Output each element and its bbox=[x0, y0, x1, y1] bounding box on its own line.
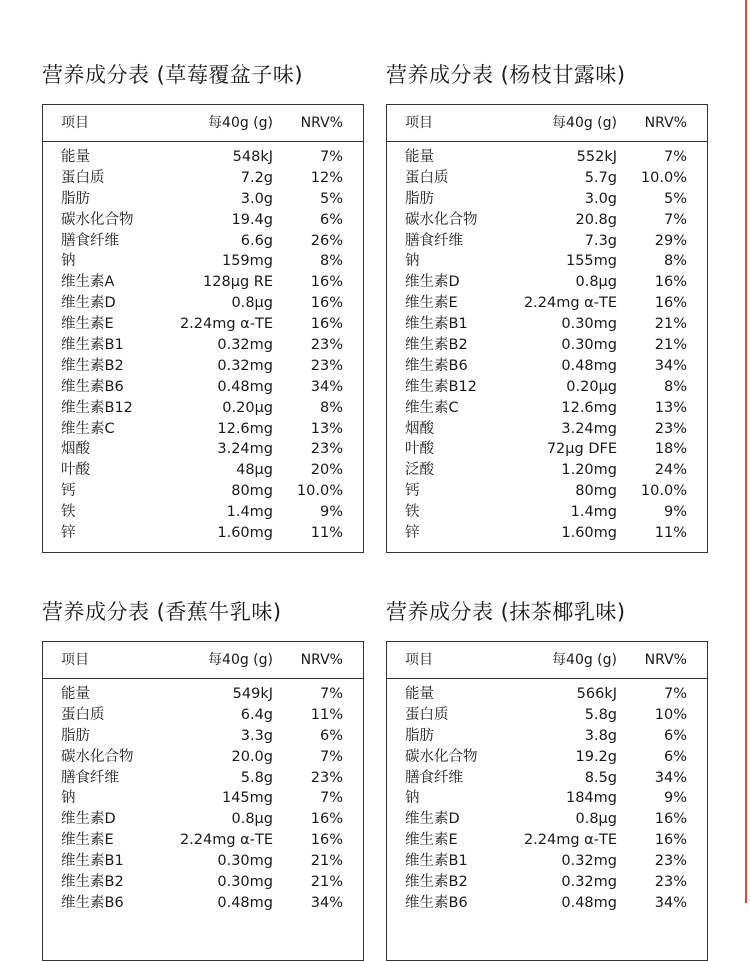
nutrient-nrv: 34% bbox=[310, 894, 343, 911]
nutrient-amount: 3.0g bbox=[584, 190, 617, 207]
nutrient-amount: 3.24mg bbox=[561, 420, 617, 437]
nutrient-amount: 1.4mg bbox=[226, 504, 273, 521]
table-row bbox=[43, 147, 363, 168]
nutrient-amount: 0.20μg bbox=[566, 378, 617, 395]
nutrient-nrv: 16% bbox=[310, 832, 343, 849]
nutrient-nrv: 21% bbox=[654, 337, 687, 354]
nutrient-nrv: 34% bbox=[654, 769, 687, 786]
header-nrv: NRV% bbox=[300, 115, 343, 131]
nutrient-nrv: 26% bbox=[310, 232, 343, 249]
nutrient-nrv: 21% bbox=[654, 316, 687, 333]
nutrient-amount: 20.0g bbox=[231, 748, 273, 765]
nutrient-amount: 0.8μg bbox=[231, 811, 273, 828]
header-nrv: NRV% bbox=[300, 652, 343, 668]
table-row bbox=[387, 460, 707, 481]
header-item: 项目 bbox=[405, 115, 433, 131]
nutrient-nrv: 11% bbox=[310, 525, 343, 542]
nutrient-name: 脂肪 bbox=[405, 727, 434, 744]
table-header bbox=[387, 642, 707, 679]
table-row bbox=[43, 335, 363, 356]
panel-title: 营养成分表 (抹茶椰乳味) bbox=[386, 600, 626, 624]
nutrient-nrv: 23% bbox=[654, 874, 687, 891]
nutrient-nrv: 23% bbox=[310, 337, 343, 354]
table-row bbox=[387, 377, 707, 398]
nutrient-name: 维生素B1 bbox=[61, 337, 124, 354]
table-row bbox=[387, 168, 707, 189]
table-row bbox=[387, 314, 707, 335]
nutrient-nrv: 16% bbox=[310, 274, 343, 291]
nutrient-name: 钠 bbox=[61, 790, 76, 807]
nutrient-name: 烟酸 bbox=[61, 441, 90, 458]
nutrient-amount: 0.48mg bbox=[561, 894, 617, 911]
nutrient-amount: 0.30mg bbox=[561, 337, 617, 354]
nutrient-amount: 0.32mg bbox=[561, 853, 617, 870]
table-row bbox=[43, 893, 363, 914]
panel-title: 营养成分表 (杨枝甘露味) bbox=[386, 63, 626, 87]
nutrient-name: 铁 bbox=[405, 504, 420, 521]
nutrient-nrv: 16% bbox=[654, 274, 687, 291]
header-item: 项目 bbox=[61, 115, 89, 131]
nutrient-name: 钙 bbox=[61, 483, 76, 500]
nutrient-nrv: 23% bbox=[310, 357, 343, 374]
nutrient-amount: 0.30mg bbox=[217, 874, 273, 891]
nutrient-name: 能量 bbox=[405, 149, 434, 165]
nutrient-name: 膳食纤维 bbox=[61, 232, 119, 249]
table-row bbox=[387, 293, 707, 314]
nutrient-name: 维生素C bbox=[405, 399, 459, 416]
nutrient-amount: 184mg bbox=[565, 790, 617, 807]
nutrient-amount: 0.8μg bbox=[575, 811, 617, 828]
table-row bbox=[387, 251, 707, 272]
nutrient-amount: 1.20mg bbox=[561, 462, 617, 479]
table-row bbox=[387, 523, 707, 544]
nutrient-nrv: 11% bbox=[310, 706, 343, 723]
nutrient-nrv: 34% bbox=[654, 894, 687, 911]
nutrient-nrv: 8% bbox=[319, 253, 343, 270]
table-row bbox=[387, 272, 707, 293]
nutrient-amount: 19.4g bbox=[231, 211, 273, 228]
table-rows bbox=[43, 684, 363, 914]
table-rows bbox=[43, 147, 363, 544]
table-row bbox=[43, 768, 363, 789]
table-row bbox=[387, 893, 707, 914]
panel-title: 营养成分表 (草莓覆盆子味) bbox=[42, 63, 304, 87]
table-row bbox=[387, 705, 707, 726]
nutrient-amount: 145mg bbox=[221, 790, 273, 807]
header-amount: 每40g (g) bbox=[552, 115, 617, 131]
nutrient-name: 钙 bbox=[405, 483, 420, 500]
nutrient-amount: 12.6mg bbox=[561, 399, 617, 416]
nutrient-amount: 159mg bbox=[221, 253, 273, 270]
nutrient-amount: 0.48mg bbox=[561, 357, 617, 374]
table-row bbox=[387, 419, 707, 440]
nutrition-panel-strawberry-raspberry bbox=[42, 62, 366, 562]
nutrient-amount: 2.24mg α-TE bbox=[523, 295, 617, 312]
nutrient-amount: 566kJ bbox=[576, 686, 617, 702]
nutrient-nrv: 16% bbox=[310, 811, 343, 828]
nutrient-nrv: 9% bbox=[663, 790, 687, 807]
table-row bbox=[43, 872, 363, 893]
right-edge-line bbox=[745, 0, 747, 903]
header-item: 项目 bbox=[405, 652, 433, 668]
table-row bbox=[43, 293, 363, 314]
nutrient-name: 维生素B2 bbox=[61, 874, 124, 891]
table-row bbox=[43, 272, 363, 293]
nutrition-panel-mango-pomelo-sago bbox=[386, 62, 710, 562]
table-header bbox=[43, 105, 363, 142]
nutrient-name: 维生素B6 bbox=[405, 894, 468, 911]
header-item: 项目 bbox=[61, 652, 89, 668]
nutrient-nrv: 16% bbox=[310, 316, 343, 333]
nutrient-nrv: 8% bbox=[663, 253, 687, 270]
nutrient-amount: 5.8g bbox=[584, 706, 617, 723]
nutrient-name: 维生素B2 bbox=[405, 874, 468, 891]
nutrient-amount: 0.48mg bbox=[217, 378, 273, 395]
nutrient-amount: 3.24mg bbox=[217, 441, 273, 458]
nutrient-name: 维生素A bbox=[61, 274, 115, 291]
nutrient-amount: 7.3g bbox=[584, 232, 617, 249]
nutrient-amount: 2.24mg α-TE bbox=[179, 316, 273, 333]
nutrient-amount: 19.2g bbox=[575, 748, 617, 765]
nutrient-name: 维生素D bbox=[61, 811, 116, 828]
nutrient-amount: 548kJ bbox=[232, 149, 273, 165]
header-nrv: NRV% bbox=[644, 652, 687, 668]
nutrient-nrv: 7% bbox=[663, 686, 687, 702]
nutrient-nrv: 7% bbox=[319, 748, 343, 765]
nutrient-name: 脂肪 bbox=[61, 727, 90, 744]
nutrient-amount: 6.4g bbox=[240, 706, 273, 723]
nutrition-table bbox=[386, 104, 708, 553]
table-row bbox=[43, 251, 363, 272]
table-row bbox=[43, 439, 363, 460]
table-row bbox=[43, 851, 363, 872]
nutrition-table bbox=[42, 104, 364, 553]
nutrient-name: 蛋白质 bbox=[61, 706, 105, 723]
nutrient-name: 锌 bbox=[405, 525, 420, 542]
nutrient-nrv: 34% bbox=[310, 378, 343, 395]
nutrient-name: 维生素B1 bbox=[405, 316, 468, 333]
table-row bbox=[43, 356, 363, 377]
nutrient-amount: 3.8g bbox=[584, 727, 617, 744]
nutrient-amount: 0.32mg bbox=[217, 337, 273, 354]
nutrient-nrv: 13% bbox=[654, 399, 687, 416]
table-row bbox=[43, 398, 363, 419]
nutrient-nrv: 6% bbox=[319, 727, 343, 744]
nutrient-amount: 0.20μg bbox=[222, 399, 273, 416]
table-row bbox=[43, 377, 363, 398]
nutrient-nrv: 16% bbox=[310, 295, 343, 312]
nutrient-name: 膳食纤维 bbox=[405, 769, 463, 786]
table-row bbox=[387, 768, 707, 789]
table-row bbox=[43, 314, 363, 335]
nutrient-name: 碳水化合物 bbox=[405, 211, 478, 228]
nutrient-amount: 5.8g bbox=[240, 769, 273, 786]
nutrient-name: 叶酸 bbox=[405, 441, 434, 458]
nutrient-name: 维生素E bbox=[61, 316, 114, 333]
table-row bbox=[387, 726, 707, 747]
nutrient-amount: 48μg bbox=[236, 462, 273, 479]
nutrition-table bbox=[386, 641, 708, 961]
table-row bbox=[387, 439, 707, 460]
nutrition-panel-banana-milk bbox=[42, 599, 366, 911]
nutrient-nrv: 21% bbox=[310, 853, 343, 870]
header-nrv: NRV% bbox=[644, 115, 687, 131]
nutrient-nrv: 10% bbox=[654, 706, 687, 723]
table-row bbox=[387, 481, 707, 502]
nutrient-nrv: 10.0% bbox=[296, 483, 343, 500]
nutrient-amount: 128μg RE bbox=[203, 274, 273, 291]
table-row bbox=[387, 335, 707, 356]
nutrient-name: 脂肪 bbox=[61, 190, 90, 207]
nutrient-name: 膳食纤维 bbox=[61, 769, 119, 786]
nutrient-nrv: 23% bbox=[310, 441, 343, 458]
nutrient-amount: 549kJ bbox=[232, 686, 273, 702]
table-row bbox=[43, 788, 363, 809]
nutrient-nrv: 7% bbox=[319, 790, 343, 807]
table-header bbox=[387, 105, 707, 142]
nutrient-name: 能量 bbox=[405, 686, 434, 702]
nutrient-nrv: 13% bbox=[310, 420, 343, 437]
nutrient-name: 能量 bbox=[61, 149, 90, 165]
table-rows bbox=[387, 684, 707, 914]
nutrient-amount: 0.32mg bbox=[217, 357, 273, 374]
nutrient-amount: 72μg DFE bbox=[546, 441, 617, 458]
nutrient-name: 维生素B6 bbox=[61, 378, 124, 395]
table-row bbox=[387, 210, 707, 231]
nutrient-name: 钠 bbox=[61, 253, 76, 270]
table-row bbox=[43, 419, 363, 440]
nutrient-nrv: 16% bbox=[654, 811, 687, 828]
nutrient-nrv: 23% bbox=[654, 853, 687, 870]
nutrient-nrv: 9% bbox=[319, 504, 343, 521]
nutrient-amount: 0.30mg bbox=[561, 316, 617, 333]
nutrient-amount: 3.3g bbox=[240, 727, 273, 744]
nutrient-name: 叶酸 bbox=[61, 462, 90, 479]
nutrient-nrv: 10.0% bbox=[640, 169, 687, 186]
table-rows bbox=[387, 147, 707, 544]
table-row bbox=[43, 189, 363, 210]
nutrition-table bbox=[42, 641, 364, 961]
nutrient-nrv: 23% bbox=[310, 769, 343, 786]
table-row bbox=[43, 481, 363, 502]
nutrient-amount: 8.5g bbox=[584, 769, 617, 786]
nutrient-nrv: 7% bbox=[319, 686, 343, 702]
nutrient-amount: 5.7g bbox=[584, 169, 617, 186]
table-row bbox=[387, 788, 707, 809]
nutrient-nrv: 9% bbox=[663, 504, 687, 521]
nutrient-name: 维生素B6 bbox=[405, 357, 468, 374]
table-row bbox=[387, 872, 707, 893]
nutrient-name: 维生素B2 bbox=[405, 337, 468, 354]
nutrient-name: 脂肪 bbox=[405, 190, 434, 207]
nutrient-nrv: 16% bbox=[654, 832, 687, 849]
nutrient-name: 维生素B2 bbox=[61, 357, 124, 374]
table-row bbox=[387, 684, 707, 705]
nutrient-amount: 0.32mg bbox=[561, 874, 617, 891]
nutrient-name: 泛酸 bbox=[405, 462, 434, 479]
nutrient-nrv: 8% bbox=[319, 399, 343, 416]
panel-title: 营养成分表 (香蕉牛乳味) bbox=[42, 600, 282, 624]
nutrient-amount: 2.24mg α-TE bbox=[523, 832, 617, 849]
nutrient-nrv: 5% bbox=[663, 190, 687, 207]
nutrient-name: 蛋白质 bbox=[61, 169, 105, 186]
table-row bbox=[43, 523, 363, 544]
nutrient-amount: 20.8g bbox=[575, 211, 617, 228]
table-row bbox=[387, 851, 707, 872]
nutrition-panel-matcha-coconut-milk bbox=[386, 599, 710, 911]
table-row bbox=[387, 502, 707, 523]
nutrient-name: 铁 bbox=[61, 504, 76, 521]
nutrient-amount: 0.48mg bbox=[217, 894, 273, 911]
nutrient-name: 维生素E bbox=[405, 832, 458, 849]
nutrient-name: 蛋白质 bbox=[405, 706, 449, 723]
table-row bbox=[43, 747, 363, 768]
nutrient-nrv: 23% bbox=[654, 420, 687, 437]
nutrient-name: 维生素B12 bbox=[61, 399, 133, 416]
table-row bbox=[387, 747, 707, 768]
nutrient-amount: 2.24mg α-TE bbox=[179, 832, 273, 849]
nutrient-nrv: 7% bbox=[663, 149, 687, 165]
table-row bbox=[43, 809, 363, 830]
nutrient-nrv: 7% bbox=[319, 149, 343, 165]
nutrient-amount: 155mg bbox=[565, 253, 617, 270]
nutrient-name: 维生素B1 bbox=[61, 853, 124, 870]
nutrient-amount: 1.4mg bbox=[570, 504, 617, 521]
nutrient-name: 锌 bbox=[61, 525, 76, 542]
nutrient-nrv: 21% bbox=[310, 874, 343, 891]
nutrient-amount: 12.6mg bbox=[217, 420, 273, 437]
nutrient-nrv: 6% bbox=[319, 211, 343, 228]
nutrient-nrv: 29% bbox=[654, 232, 687, 249]
nutrient-nrv: 12% bbox=[310, 169, 343, 186]
header-amount: 每40g (g) bbox=[208, 115, 273, 131]
nutrient-amount: 80mg bbox=[231, 483, 273, 500]
nutrient-name: 蛋白质 bbox=[405, 169, 449, 186]
nutrient-nrv: 20% bbox=[310, 462, 343, 479]
nutrient-amount: 3.0g bbox=[240, 190, 273, 207]
nutrient-name: 维生素C bbox=[61, 420, 115, 437]
nutrient-amount: 6.6g bbox=[240, 232, 273, 249]
nutrient-nrv: 6% bbox=[663, 727, 687, 744]
table-row bbox=[387, 147, 707, 168]
nutrient-name: 维生素E bbox=[405, 295, 458, 312]
nutrient-amount: 0.8μg bbox=[231, 295, 273, 312]
nutrient-amount: 7.2g bbox=[240, 169, 273, 186]
nutrient-nrv: 10.0% bbox=[640, 483, 687, 500]
nutrient-amount: 80mg bbox=[575, 483, 617, 500]
table-row bbox=[387, 809, 707, 830]
nutrient-nrv: 6% bbox=[663, 748, 687, 765]
nutrient-amount: 1.60mg bbox=[217, 525, 273, 542]
table-row bbox=[43, 231, 363, 252]
nutrient-name: 维生素D bbox=[405, 274, 460, 291]
nutrient-name: 维生素D bbox=[405, 811, 460, 828]
nutrient-name: 维生素D bbox=[61, 295, 116, 312]
nutrient-name: 碳水化合物 bbox=[61, 748, 134, 765]
table-header bbox=[43, 642, 363, 679]
nutrient-amount: 1.60mg bbox=[561, 525, 617, 542]
nutrient-name: 钠 bbox=[405, 253, 420, 270]
nutrient-name: 能量 bbox=[61, 686, 90, 702]
header-amount: 每40g (g) bbox=[208, 652, 273, 668]
nutrient-name: 碳水化合物 bbox=[61, 211, 134, 228]
table-row bbox=[387, 189, 707, 210]
nutrient-nrv: 34% bbox=[654, 357, 687, 374]
nutrient-name: 维生素B6 bbox=[61, 894, 124, 911]
nutrient-amount: 552kJ bbox=[576, 149, 617, 165]
nutrient-name: 维生素E bbox=[61, 832, 114, 849]
table-row bbox=[43, 460, 363, 481]
table-row bbox=[387, 356, 707, 377]
table-row bbox=[43, 210, 363, 231]
table-row bbox=[43, 705, 363, 726]
nutrient-nrv: 24% bbox=[654, 462, 687, 479]
nutrient-nrv: 11% bbox=[654, 525, 687, 542]
table-row bbox=[387, 398, 707, 419]
nutrient-nrv: 8% bbox=[663, 378, 687, 395]
nutrient-name: 维生素B1 bbox=[405, 853, 468, 870]
nutrient-amount: 0.30mg bbox=[217, 853, 273, 870]
nutrient-name: 维生素B12 bbox=[405, 378, 477, 395]
table-row bbox=[387, 231, 707, 252]
table-row bbox=[43, 830, 363, 851]
nutrient-nrv: 5% bbox=[319, 190, 343, 207]
nutrient-name: 烟酸 bbox=[405, 420, 434, 437]
nutrient-name: 钠 bbox=[405, 790, 420, 807]
table-row bbox=[43, 502, 363, 523]
table-row bbox=[43, 684, 363, 705]
table-row bbox=[43, 726, 363, 747]
table-row bbox=[387, 830, 707, 851]
nutrient-amount: 0.8μg bbox=[575, 274, 617, 291]
nutrient-name: 碳水化合物 bbox=[405, 748, 478, 765]
nutrient-nrv: 16% bbox=[654, 295, 687, 312]
nutrient-nrv: 18% bbox=[654, 441, 687, 458]
nutrient-name: 膳食纤维 bbox=[405, 232, 463, 249]
table-row bbox=[43, 168, 363, 189]
nutrient-nrv: 7% bbox=[663, 211, 687, 228]
header-amount: 每40g (g) bbox=[552, 652, 617, 668]
